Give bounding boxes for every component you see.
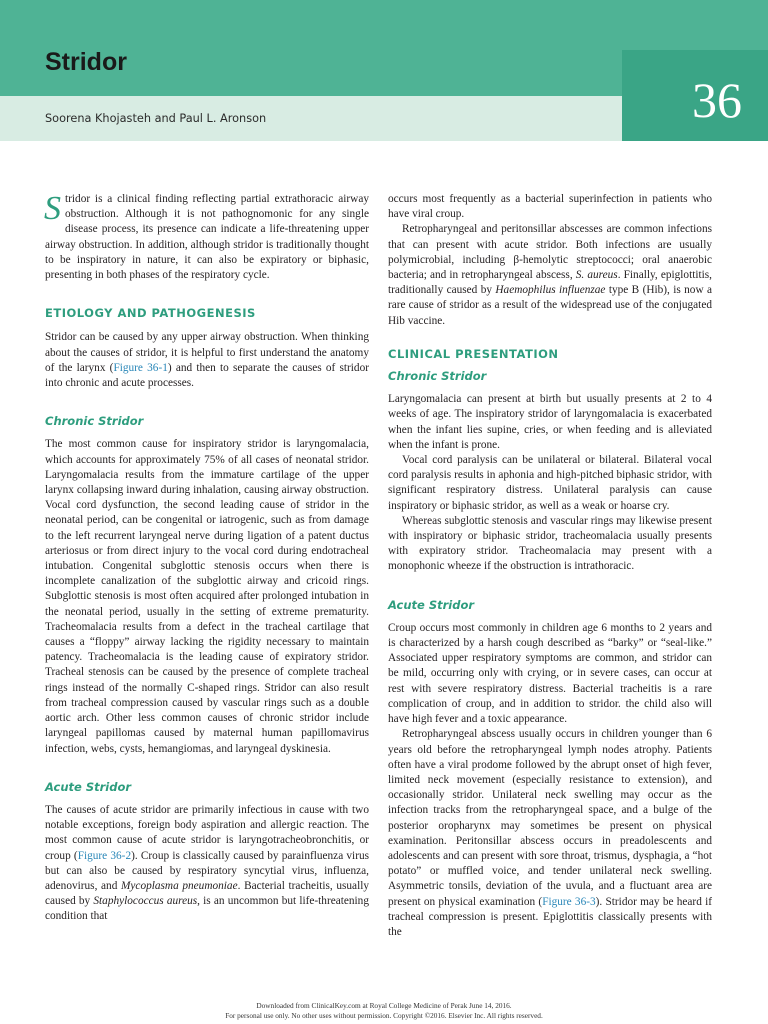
abscess-paragraph: Retropharyngeal and peritonsillar abscesses are common infections that can present with acute stridor. Both infections are usually polymicrobial, including β-hemolytic streptococci; oral anaerobic bacteria; and in retropharyngeal abscess, S. aureus. Finally, epiglottitis, traditionally caused by Haemophilus influenzae type B (Hib), is now a rare cause of stridor as a result of the widespread use of the conjugated Hib vaccine. — [388, 223, 712, 327]
etiology-heading: ETIOLOGY AND PATHOGENESIS — [45, 306, 256, 321]
retropharyngeal-paragraph: Retropharyngeal abscess usually occurs in children younger than 6 years old before the retropharyngeal lymph nodes atrophy. Patients often have a viral prodome followed by the abrupt onset of high fever, limited neck movement (especially resistance to extension), and occasionally stridor. Unilateral neck swelling may occur as the infection tracks from the retropharyngeal space, and a bulge of the posterior oropharynx may sometimes be present on physical examination. Peritonsillar abscess occurs in preadolescents and adolescents and can present with sore throat, trismus, dysphagia, a “hot potato” or muffled voice, and tender unilateral neck swelling. Asymmetric tonsils, deviation of the uvula, and a fluctuant area are present on physical examination (Figure 36-3). Stridor may be heard if tracheal compression is present. Epiglottitis classically presents with the — [388, 728, 712, 938]
vocal-cord-paragraph: Vocal cord paralysis can be unilateral or bilateral. Bilateral vocal cord paralysis results in aphonia and high-pitched biphasic stridor, with significant respiratory distress. Unilateral paralysis can cause inspiratory or biphasic stridor, as well as a weak or hoarse cry. — [388, 454, 712, 512]
author-band — [0, 96, 622, 141]
left-column — [45, 192, 369, 925]
intro-paragraph: Stridor is a clinical finding reflecting partial extrathoracic airway obstruction. Although it is not pathognomonic for any single disease process, its presence can indicate a life-threatening upper airway obstruction. In addition, although stridor is traditionally thought to be inspiratory in nature, it can also be expiratory or biphasic, presenting in both phases of the respiratory cycle. — [44, 190, 369, 282]
download-footer — [0, 1001, 768, 1021]
chapter-number-box — [622, 50, 768, 141]
chapter-title: Stridor — [45, 48, 127, 76]
subglottic-paragraph: Whereas subglottic stenosis and vascular rings may likewise present with inspiratory or biphasic stridor, tracheomalacia usually presents with expiratory stridor. Tracheomalacia may present with a monophonic wheeze if the obstruction is intrathoracic. — [388, 514, 712, 573]
croup-paragraph: Croup occurs most commonly in children age 6 months to 2 years and is characterized by a harsh cough described as “barky” or “seal-like.” Associated upper respiratory symptoms are common, and stridor can be mild, occurring only with crying, or in severe cases, can occur at rest with severe respiratory distress. Bacterial tracheitis is a rare complication of croup, and in addition to stridor. the child also will have high fever and a toxic appearance. — [388, 621, 712, 726]
etiology-paragraph: Stridor can be caused by any upper airway obstruction. When thinking about the causes of stridor, it is helpful to first understand the anatomy of the larynx (Figure 36-1) and then to separate the causes of stridor into chronic and acute processes. — [45, 331, 369, 390]
figure-link-36-1[interactable]: Figure 36-1 — [113, 361, 168, 374]
chapter-number: 36 — [692, 72, 742, 128]
continued-paragraph: occurs most frequently as a bacterial superinfection in patients who have viral croup. — [388, 193, 712, 221]
chronic-stridor-paragraph: The most common cause for inspiratory stridor is laryngomalacia, which accounts for approximately 75% of all cases of neonatal stridor. Laryngomalacia results from the immature cartilage of the upper larynx collapsing inward during inhalation, causing airway obstruction. Vocal cord dysfunction, the second leading cause of stridor in the neonatal period, can be congenital or iatrogenic, such as from damage to the left recurrent laryngeal nerve during ligation of a patent ductus arteriosus or from direct injury to the vocal cord during endotracheal intubation. Congenital subglottic stenosis occurs when there is incomplete canalization of the subglottic airway and cricoid rings. Subglottic stenosis is most often acquired after prolonged intubation in the neonatal period, usually in the setting of extreme prematurity. Tracheomalacia results from a defect in the tracheal cartilage that causes a “floppy” airway lacking the rigidity necessary to maintain patency. Tracheomalacia is the leading cause of expiratory stridor. Tracheal stenosis can be caused by the presence of complete tracheal rings instead of the normally C-shaped rings. Stridor can also result from tracheal compression caused by vascular rings such as a double aortic arch. Other less common causes of chronic stridor include laryngeal papillomas caused by maternal human papillomavirus infection, webs, cysts, hemangiomas, and laryngeal dyskinesia. — [45, 438, 369, 755]
right-column — [388, 192, 712, 940]
clinical-chronic-heading: Chronic Stridor — [388, 369, 487, 384]
figure-link-36-2[interactable]: Figure 36-2 — [77, 849, 132, 862]
chapter-authors: Soorena Khojasteh and Paul L. Aronson — [45, 112, 267, 125]
footer-line-1: Downloaded from ClinicalKey.com at Royal College Medicine of Perak June 14, 2016. — [256, 1001, 512, 1010]
laryngomalacia-paragraph: Laryngomalacia can present at birth but usually presents at 2 to 4 weeks of age. The inspiratory stridor of laryngomalacia is exacerbated when the infant lies supine, cries, or when feeding and is alleviated when the infant is prone. — [388, 393, 712, 451]
clinical-acute-heading: Acute Stridor — [388, 597, 475, 612]
chronic-stridor-heading: Chronic Stridor — [45, 414, 144, 429]
clinical-presentation-heading: CLINICAL PRESENTATION — [388, 346, 559, 361]
footer-line-2: For personal use only. No other uses without permission. Copyright ©2016. Elsevier Inc. All rights reserved. — [225, 1011, 543, 1020]
acute-stridor-paragraph: The causes of acute stridor are primarily infectious in cause with two notable exceptions, foreign body aspiration and allergic reaction. The most common cause of acute stridor is laryngotracheobronchitis, or croup (Figure 36-2). Croup is classically caused by parainfluenza virus but can also be caused by respiratory syncytial virus, influenza, adenovirus, and Mycoplasma pneumoniae. Bacterial tracheitis, usually caused by Staphylococcus aureus, is an uncommon but life-threatening condition that — [45, 803, 369, 923]
drop-cap: S — [44, 190, 61, 227]
figure-link-36-3[interactable]: Figure 36-3 — [542, 895, 596, 908]
acute-stridor-heading: Acute Stridor — [45, 779, 132, 794]
